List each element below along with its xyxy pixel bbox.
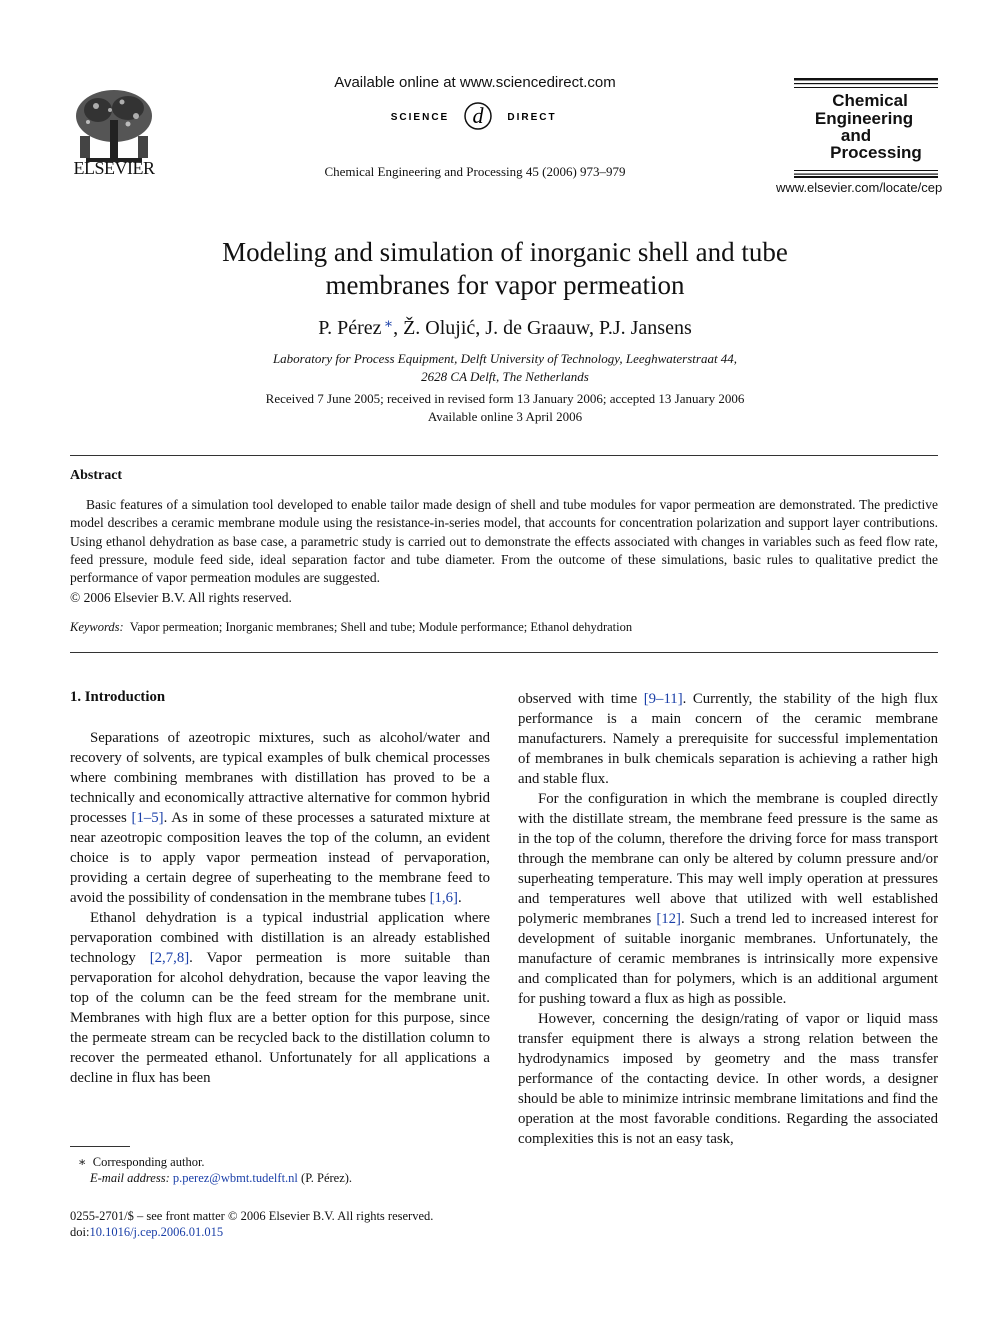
keywords — [70, 620, 632, 635]
citation-link[interactable]: [9–11] — [643, 691, 683, 707]
section-heading-introduction: 1. Introduction — [70, 689, 166, 705]
abstract-top-rule — [70, 455, 938, 456]
title-line-1: Modeling and simulation of inorganic shell and tube — [222, 237, 788, 267]
journal-url[interactable]: www.elsevier.com/locate/cep — [776, 180, 943, 195]
article-history — [110, 390, 900, 426]
footnote-rule — [70, 1146, 130, 1147]
available-online-date: Available online 3 April 2006 — [427, 409, 583, 424]
intro-paragraph-4: However, concerning the design/rating of vapor or liquid mass transfer equipment there is always a strong relation between the hydrodynamics imposed by geometry and the mass transfer performance of the contacting device. In other words, a designer should be able to minimize intrinsic membrane limitations and find the operation at the most favorable conditions. Regarding the associated complexities this is not an easy task, — [518, 1011, 938, 1147]
intro-paragraph-continued: observed with time [9–11]. Currently, the stability of the high flux performance is a main concern of the ceramic membrane manufacturers. Namely a prerequisite for successful implementation of membranes in bulk chemicals separation is achieving a rather high and stable flux. — [518, 691, 939, 787]
right-column — [518, 689, 938, 1149]
author-list — [110, 316, 900, 340]
corresponding-author-link[interactable]: ∗ — [383, 317, 394, 332]
affiliation-line-1: Laboratory for Process Equipment, Delft University of Technology, Leeghwaterstraat 44, — [272, 351, 738, 366]
doi-link[interactable]: 10.1016/j.cep.2006.01.015 — [89, 1225, 224, 1239]
article-title — [110, 236, 900, 302]
sd-right-text: DIRECT — [507, 112, 557, 123]
received-dates: Received 7 June 2005; received in revised form 13 January 2006; accepted 13 January 2006 — [265, 391, 745, 406]
abstract-paragraph: Basic features of a simulation tool developed to enable tailor made design of shell and tube modules for vapor permeation are demonstrated. The predictive model describes a ceramic membrane module using the resistance-in-series model, that accounts for concentration polarization and support layer contributions. Using ethanol dehydration as base case, a parametric study is carried out to demonstrate the effects associated with changes in variables such as feed flow rate, feed pressure, module feed side, ideal separation factor and tube diameter. From the outcome of these simulations, basic rules to qualitative predict the performance of vapor permeation modules are suggested. — [70, 497, 938, 586]
left-column — [70, 728, 490, 1088]
email-suffix: (P. Pérez). — [297, 1171, 353, 1185]
citation-link[interactable]: [1–5] — [131, 810, 164, 826]
author-1: P. Pérez — [318, 317, 382, 339]
affiliation — [110, 350, 900, 386]
available-online-text[interactable]: Available online at www.sciencedirect.com — [334, 74, 616, 91]
issn-line: 0255-2701/$ – see front matter © 2006 Elsevier B.V. All rights reserved. — [70, 1209, 434, 1223]
publisher-wordmark: ELSEVIER — [73, 158, 155, 178]
title-line-2: membranes for vapor permeation — [325, 270, 685, 300]
front-matter — [70, 1208, 433, 1240]
intro-paragraph-1: Separations of azeotropic mixtures, such as alcohol/water and recovery of solvents, are typical examples of bulk chemical processes where combining membranes with distillation has proved to be a technically and economically attractive alternative for common hybrid processes [1–5]. As in some of these processes a saturated mixture at near azeotropic composition leaves the top of the column, an evident choice is to apply vapor permeation instead of pervaporation, providing a certain degree of superheating to the membrane feed to avoid the possibility of condensation in the membrane tubes [1,6]. — [70, 730, 491, 906]
intro-paragraph-2: Ethanol dehydration is a typical industrial application where pervaporation combined with distillation is an already established technology [2,7,8]. Vapor permeation is more suitable than pervaporation for alcohol dehydration, because the vapor leaving the top of the column can be the feed stream for the membrane unit. Membranes with high flux are a better option for this purpose, since the permeate stream can be recycled back to the distillation column to recover the permeated ethanol. Unfortunately for all applications a decline in flux has been — [70, 910, 491, 1086]
journal-logo-line-2: Engineering — [814, 109, 914, 128]
abstract-bottom-rule — [70, 652, 938, 653]
citation-link[interactable]: [1,6] — [429, 890, 458, 906]
doi-label: doi: — [70, 1225, 90, 1239]
corresponding-author-note: Corresponding author. — [92, 1155, 205, 1169]
sd-left-text: SCIENCE — [390, 112, 450, 123]
journal-citation: Chemical Engineering and Processing 45 (2006) 973–979 — [324, 164, 626, 179]
citation-link[interactable]: [2,7,8] — [149, 950, 190, 966]
footnote — [78, 1154, 352, 1186]
intro-paragraph-3: For the configuration in which the membrane is coupled directly with the distillate stream, the membrane feed pressure is the same as in the top of the column, therefore the driving force for mass transport through the membrane can only be altered by column pressure and/or superheating temperature. This may well imply operation at pressures and temperatures well above that utilized with well established polymeric membranes [12]. Such a trend led to increased interest for development of suitable inorganic membranes. Unfortunately, the manufacture of ceramic membranes is intrinsically more expensive and complicated than for polymers, which is an additional argument for pushing toward a flux as high as possible. — [518, 791, 938, 1007]
keywords-list: Vapor permeation; Inorganic membranes; Shell and tube; Module performance; Ethanol dehydration — [129, 620, 633, 634]
author-email-link[interactable]: p.perez@wbmt.tudelft.nl — [172, 1171, 298, 1185]
other-authors: , Ž. Olujić, J. de Graauw, P.J. Jansens — [393, 317, 692, 339]
affiliation-line-2: 2628 CA Delft, The Netherlands — [421, 369, 589, 384]
svg-text:d: d — [472, 103, 484, 128]
journal-logo-line-3: and — [840, 126, 872, 145]
journal-logo-line-1: Chemical — [832, 91, 908, 110]
footnote-star: ∗ — [78, 1155, 87, 1169]
keywords-label: Keywords: — [70, 620, 124, 634]
abstract-body — [70, 496, 938, 587]
abstract-heading: Abstract — [70, 468, 123, 483]
sciencedirect-logo[interactable] — [380, 96, 570, 136]
citation-link[interactable]: [12] — [656, 911, 681, 927]
journal-logo — [794, 78, 938, 178]
abstract-copyright: © 2006 Elsevier B.V. All rights reserved. — [70, 590, 292, 605]
journal-logo-line-4: Processing — [830, 143, 922, 162]
email-label: E-mail address: — [90, 1171, 170, 1185]
